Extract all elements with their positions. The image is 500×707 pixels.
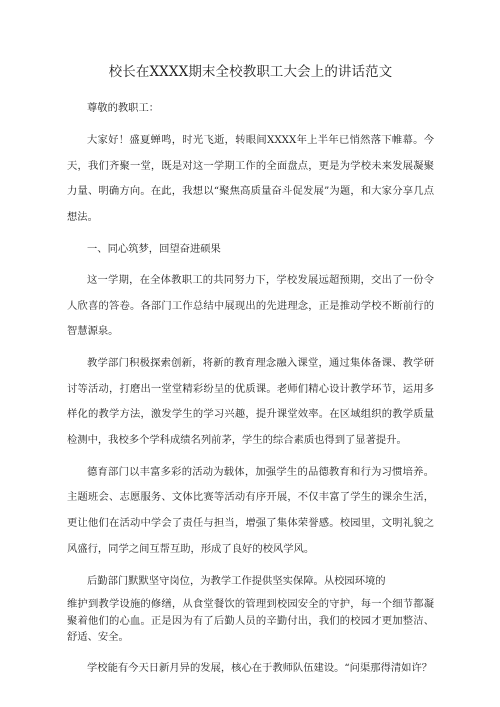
paragraph-logistics-start: 后勤部门默默坚守岗位，为教学工作提供坚实保障。从校园环境的 bbox=[87, 574, 386, 587]
paragraph-teaching: 教学部门积极探索创新，将新的教育理念融入课堂，通过集体备课、教学研讨等活动，打磨出一堂堂精彩纷呈的优质课。老师们精心设计教学环节，运用多样化的教学方法，激发学生的学习兴趣，提升课堂效率。在区域组织的教学质量检测中，我校多个学科成绩名列前茅，学生的综合素质也得到了显著提升。 bbox=[67, 356, 434, 447]
paragraph-moral-education: 德育部门以丰富多彩的活动为载体，加强学生的品德教育和行为习惯培养。主题班会、志愿服务、文体比赛等活动有序开展，不仅丰富了学生的课余生活，更让他们在活动中学会了责任与担当，增强了集体荣誉感。校园里，文明礼貌之风盛行，同学之间互帮互助，形成了良好的校风学风。 bbox=[67, 465, 434, 555]
salutation: 尊敬的教职工： bbox=[87, 102, 160, 114]
section-heading-1: 一、同心筑梦，回望奋进硕果 bbox=[87, 242, 221, 255]
document-title: 校长在XXXX期末全校教职工大会上的讲话范文 bbox=[108, 64, 393, 80]
paragraph-teacher-team: 学校能有今天日新月异的发展，核心在于教师队伍建设。“问渠那得清如许？ bbox=[87, 661, 433, 674]
paragraph-logistics-continued: 维护到教学设施的修缮，从食堂餐饮的管理到校园安全的守护，每一个细节都凝聚着他们的心血。正是因为有了后勤人员的辛勤付出，我们的校园才更加整洁、舒适、安全。 bbox=[67, 598, 434, 644]
paragraph-opening: 大家好！盛夏蝉鸣，时光飞逝，转眼间XXXX年上半年已悄然落下帷幕。今天，我们齐聚一堂，既是对这一学期工作的全面盘点，更是为学校未来发展凝聚力量、明确方向。在此，我想以“聚焦高质量奋斗促发展”为题，和大家分享几点想法。 bbox=[67, 134, 434, 224]
paragraph-summary: 这一学期，在全体教职工的共同努力下，学校发展远超预期，交出了一份令人欣喜的答卷。各部门工作总结中展现出的先进理念，正是推动学校不断前行的智慧源泉。 bbox=[67, 273, 434, 338]
